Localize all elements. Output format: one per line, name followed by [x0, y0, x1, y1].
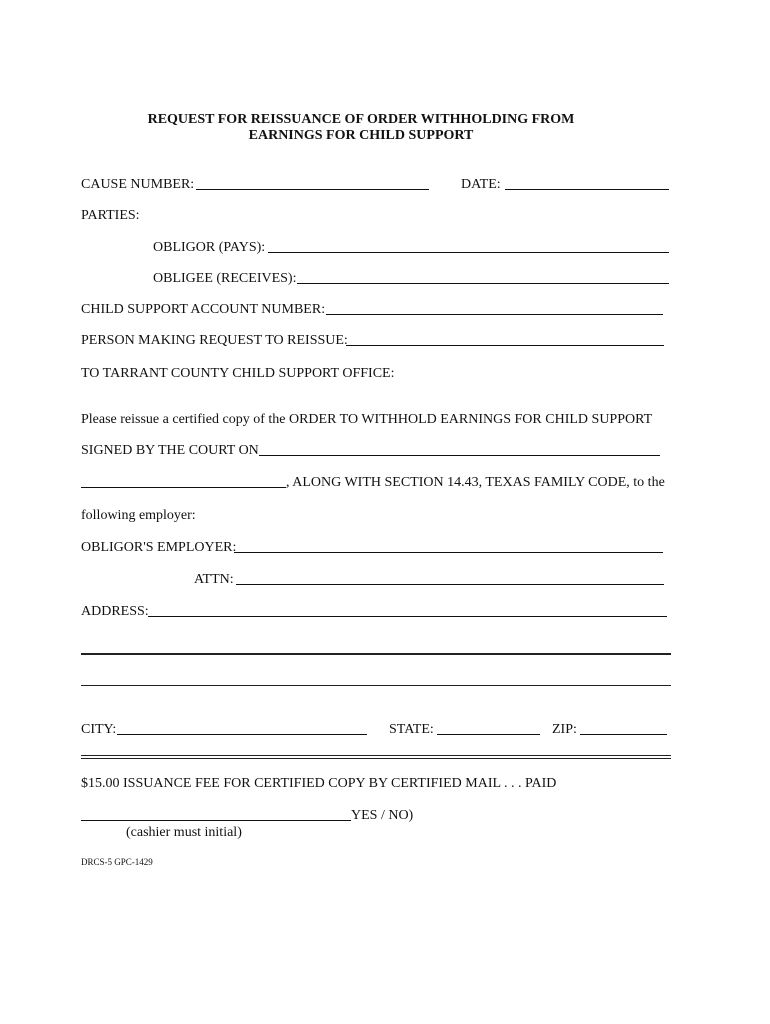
address-field-2[interactable]	[81, 653, 671, 655]
signed-label: SIGNED BY THE COURT ON	[81, 443, 259, 458]
cause-number-label: CAUSE NUMBER:	[81, 177, 195, 192]
city-field[interactable]	[117, 734, 367, 735]
cashier-initial-field[interactable]	[81, 820, 351, 821]
date-label: DATE:	[461, 177, 501, 192]
form-title-line-2: EARNINGS FOR CHILD SUPPORT	[248, 128, 474, 143]
obligee-label: OBLIGEE (RECEIVES):	[153, 271, 297, 286]
employer-label: OBLIGOR'S EMPLOYER:	[81, 540, 237, 555]
account-number-field[interactable]	[326, 314, 663, 315]
cashier-note: (cashier must initial)	[126, 825, 242, 840]
section-divider	[81, 755, 671, 759]
date-field[interactable]	[505, 189, 669, 190]
city-label: CITY:	[81, 722, 117, 737]
attn-field[interactable]	[236, 584, 664, 585]
attn-label: ATTN:	[194, 572, 234, 587]
obligor-field[interactable]	[268, 252, 669, 253]
address-field-1[interactable]	[148, 616, 667, 617]
office-heading: TO TARRANT COUNTY CHILD SUPPORT OFFICE:	[81, 366, 395, 381]
form-title-line-1: REQUEST FOR REISSUANCE OF ORDER WITHHOLDING FROM	[147, 112, 575, 127]
zip-label: ZIP:	[552, 722, 577, 737]
state-field[interactable]	[437, 734, 540, 735]
yes-no-text: YES / NO)	[351, 808, 414, 823]
parties-label: PARTIES:	[81, 208, 140, 223]
state-label: STATE:	[389, 722, 434, 737]
reissue-paragraph: Please reissue a certified copy of the ORDER TO WITHHOLD EARNINGS FOR CHILD SUPPORT	[81, 412, 653, 427]
zip-field[interactable]	[580, 734, 667, 735]
signed-date-field-cont[interactable]	[81, 487, 286, 488]
employer-field[interactable]	[234, 552, 663, 553]
obligor-label: OBLIGOR (PAYS):	[153, 240, 266, 255]
form-code: DRCS-5 GPC-1429	[81, 857, 153, 867]
section-text: , ALONG WITH SECTION 14.43, TEXAS FAMILY CODE, to the	[286, 475, 665, 490]
cause-number-field[interactable]	[196, 189, 429, 190]
signed-date-field[interactable]	[259, 455, 660, 456]
fee-text: $15.00 ISSUANCE FEE FOR CERTIFIED COPY BY CERTIFIED MAIL . . . PAID	[81, 776, 557, 791]
requester-label: PERSON MAKING REQUEST TO REISSUE:	[81, 333, 348, 348]
following-employer-text: following employer:	[81, 508, 196, 523]
account-number-label: CHILD SUPPORT ACCOUNT NUMBER:	[81, 302, 326, 317]
address-field-3[interactable]	[81, 685, 671, 686]
requester-field[interactable]	[346, 345, 664, 346]
address-label: ADDRESS:	[81, 604, 149, 619]
obligee-field[interactable]	[297, 283, 669, 284]
